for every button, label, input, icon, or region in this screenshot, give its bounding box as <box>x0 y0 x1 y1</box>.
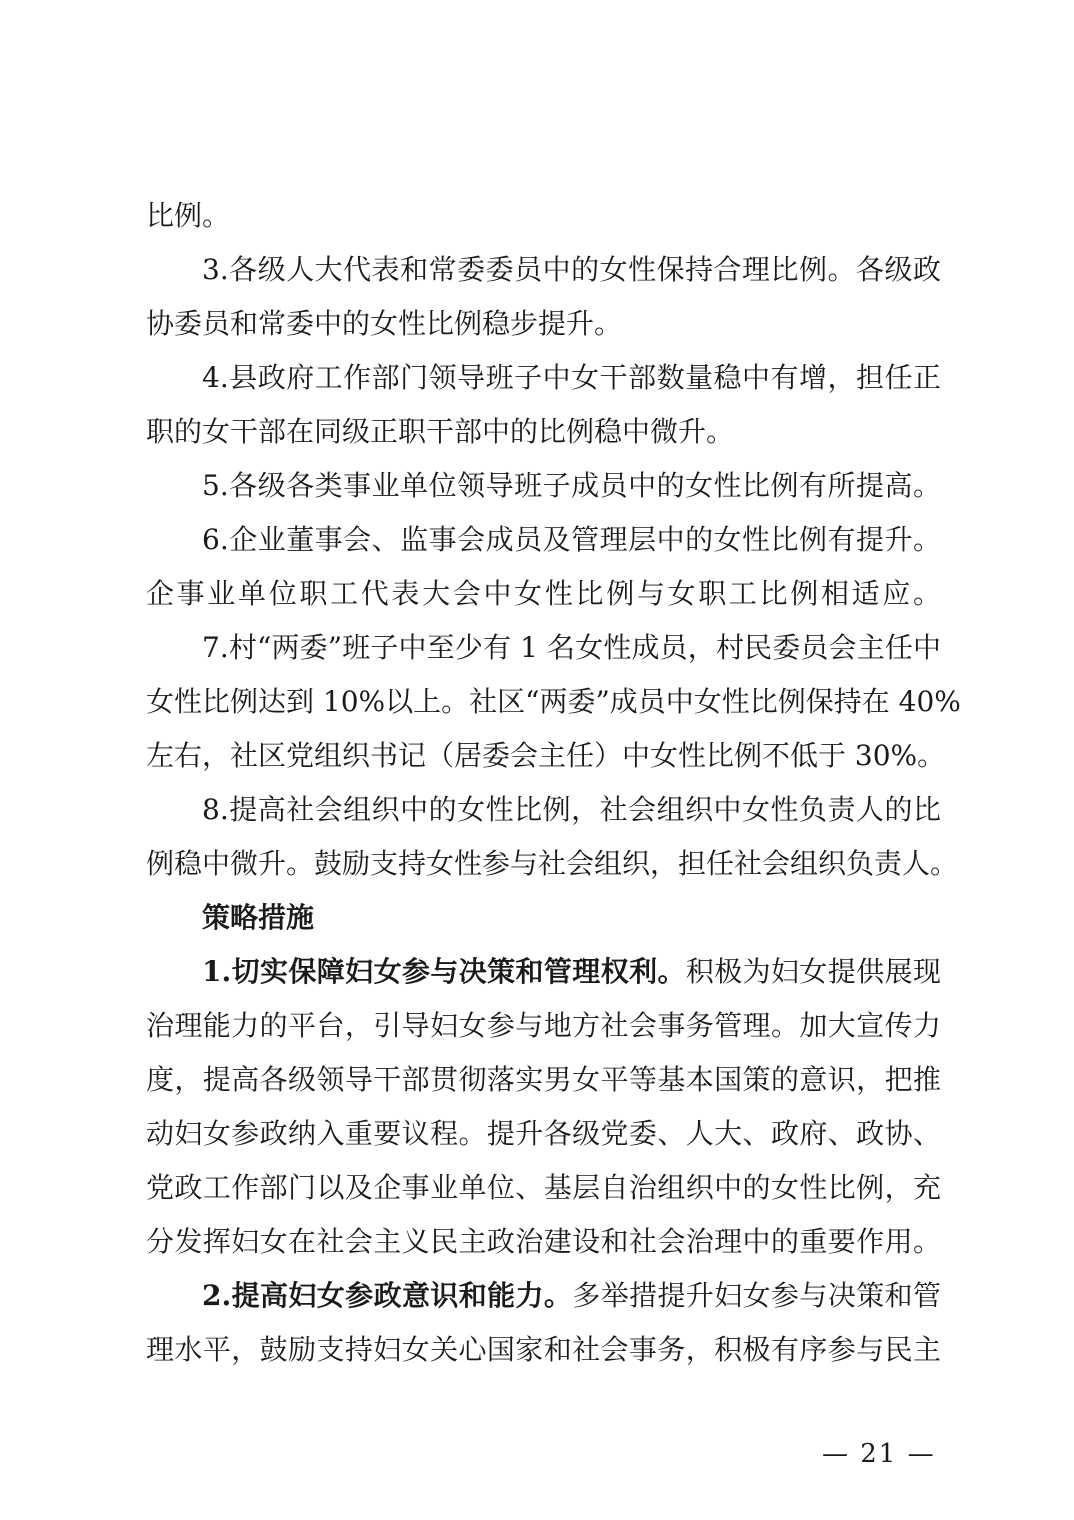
section-heading: 策略措施 <box>202 901 315 934</box>
text-line: 6.企业董事会、监事会成员及管理层中的女性比例有提升。 <box>202 523 941 556</box>
page-number: — 21 — <box>822 1439 936 1469</box>
text-span: 多举措提升妇女参与决策和管 <box>572 1279 941 1312</box>
text-line: 分发挥妇女在社会主义民主政治建设和社会治理中的重要作用。 <box>146 1225 941 1258</box>
text-line: 5.各级各类事业单位领导班子成员中的女性比例有所提高。 <box>202 469 941 502</box>
text-line: 3.各级人大代表和常委委员中的女性保持合理比例。各级政 <box>202 253 941 286</box>
text-line: 比例。 <box>146 199 231 232</box>
text-line: 4.县政府工作部门领导班子中女干部数量稳中有增，担任正 <box>202 361 941 394</box>
bold-measure-title: 2.提高妇女参政意识和能力。 <box>202 1279 573 1312</box>
text-line: 动妇女参政纳入重要议程。提升各级党委、人大、政府、政协、 <box>146 1117 941 1150</box>
bold-measure-title: 1.切实保障妇女参与决策和管理权利。 <box>202 955 686 988</box>
text-line: 左右，社区党组织书记（居委会主任）中女性比例不低于 30%。 <box>146 739 946 772</box>
text-line: 度，提高各级领导干部贯彻落实男女平等基本国策的意识，把推 <box>146 1063 941 1096</box>
text-line: 7.村“两委”班子中至少有 1 名女性成员，村民委员会主任中 <box>202 631 941 664</box>
text-line: 企事业单位职工代表大会中女性比例与女职工比例相适应。 <box>146 577 941 610</box>
text-line: 协委员和常委中的女性比例稳步提升。 <box>146 307 623 340</box>
text-line: 8.提高社会组织中的女性比例，社会组织中女性负责人的比 <box>202 793 941 826</box>
text-line: 女性比例达到 10%以上。社区“两委”成员中女性比例保持在 40% <box>146 685 961 718</box>
text-line: 党政工作部门以及企事业单位、基层自治组织中的女性比例，充 <box>146 1171 941 1204</box>
text-span: 积极为妇女提供展现 <box>685 955 941 988</box>
text-line-measure-1 <box>146 950 941 994</box>
text-line: 理水平，鼓励支持妇女关心国家和社会事务，积极有序参与民主 <box>146 1333 941 1366</box>
text-line: 治理能力的平台，引导妇女参与地方社会事务管理。加大宣传力 <box>146 1009 941 1042</box>
text-line: 职的女干部在同级正职干部中的比例稳中微升。 <box>146 415 735 448</box>
text-line-measure-2 <box>146 1274 941 1318</box>
text-line: 例稳中微升。鼓励支持女性参与社会组织，担任社会组织负责人。 <box>146 847 959 880</box>
